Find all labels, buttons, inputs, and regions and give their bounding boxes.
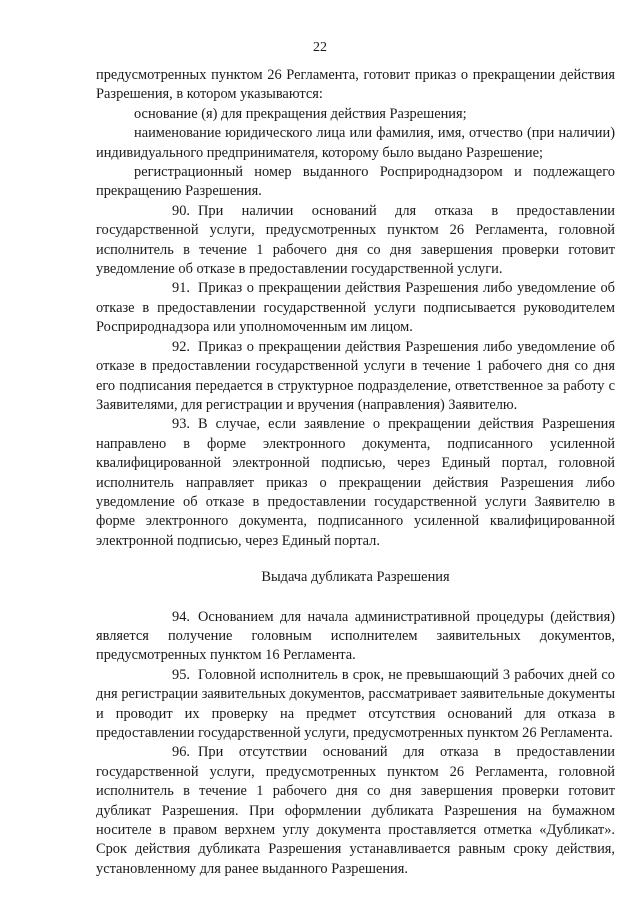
- clause-text: Приказ о прекращении действия Разрешения либо уведомление об отказе в предоставлении государственной услуги в течение 1 рабочего дня со дня его подписания передается в структурное подразделение, ответственное за работу с Заявителями, для регистрации и вручения (направления) Заявителю.: [96, 338, 615, 413]
- clause-number: 92.: [172, 338, 190, 355]
- clause-text: При отсутствии оснований для отказа в предоставлении государственной услуги, предусмотренных пунктом 26 Регламента, головной исполнитель в течение 1 рабочего дня со дня завершения проверки готовит дубликат Разрешения. При оформлении дубликата Разрешения на бумажном носителе в правом верхнем углу документа проставляется отметка «Дубликат». Срок действия дубликата Разрешения устанавливается равным сроку действия, установленному для ранее выданного Разрешения.: [96, 744, 615, 877]
- list-item-applicant-name: наименование юридического лица или фамилия, имя, отчество (при наличии) индивидуального предпринимателя, которому было выдано Разрешение;: [96, 125, 615, 161]
- clause-93: [96, 415, 615, 551]
- clause-96: [96, 743, 615, 879]
- section-heading: Выдача дубликата Разрешения: [261, 569, 450, 586]
- clause-text: При наличии оснований для отказа в предоставлении государственной услуги, предусмотренных пунктом 26 Регламента, головной исполнитель в течение 1 рабочего дня со дня завершения проверки готовит уведомление об отказе в предоставлении государственной услуги.: [96, 202, 615, 278]
- clause-94: [96, 608, 615, 666]
- list-item-registration-number: регистрационный номер выданного Росприроднадзором и подлежащего прекращению Разрешения.: [96, 164, 615, 200]
- clause-number: 90.: [172, 202, 190, 219]
- clause-number: 94.: [172, 608, 190, 625]
- clause-91: [96, 279, 615, 337]
- clause-text: Основанием для начала административной процедуры (действия) является получение головным исполнителем заявительных документов, предусмотренных пунктом 16 Регламента.: [96, 608, 615, 664]
- paragraph-continuation: предусмотренных пунктом 26 Регламента, готовит приказ о прекращении действия Разрешения, в котором указываются:: [96, 67, 615, 103]
- page-number: 22: [313, 40, 327, 55]
- clause-92: [96, 338, 615, 416]
- clause-number: 96.: [172, 744, 190, 761]
- list-item-basis: основание (я) для прекращения действия Разрешения;: [134, 105, 467, 122]
- clause-text: В случае, если заявление о прекращении действия Разрешения направлено в форме электронного документа, подписанного усиленной квалифицированной электронной подписью, через Единый портал, головной исполнитель направляет приказ о прекращении действия Разрешения либо уведомление об отказе в предоставлении государственной услуги Заявителю в форме электронного документа, подписанного усиленной квалифицированной электронной подписью, через Единый портал.: [96, 416, 615, 549]
- clause-95: [96, 666, 615, 744]
- clause-text: Приказ о прекращении действия Разрешения либо уведомление об отказе в предоставлении государственной услуги подписывается руководителем Росприроднадзора или уполномоченным им лицом.: [96, 280, 615, 336]
- clause-number: 91.: [172, 280, 190, 297]
- clause-number: 93.: [172, 416, 190, 433]
- clause-90: [96, 202, 615, 280]
- document-body: [96, 66, 615, 879]
- clause-text: Головной исполнитель в срок, не превышающий 3 рабочих дней со дня регистрации заявительных документов, рассматривает заявительные документы и проводит их проверку на предмет отсутствия оснований для отказа в предоставлении государственной услуги, предусмотренных пунктом 26 Регламента.: [96, 666, 615, 741]
- clause-number: 95.: [172, 666, 190, 683]
